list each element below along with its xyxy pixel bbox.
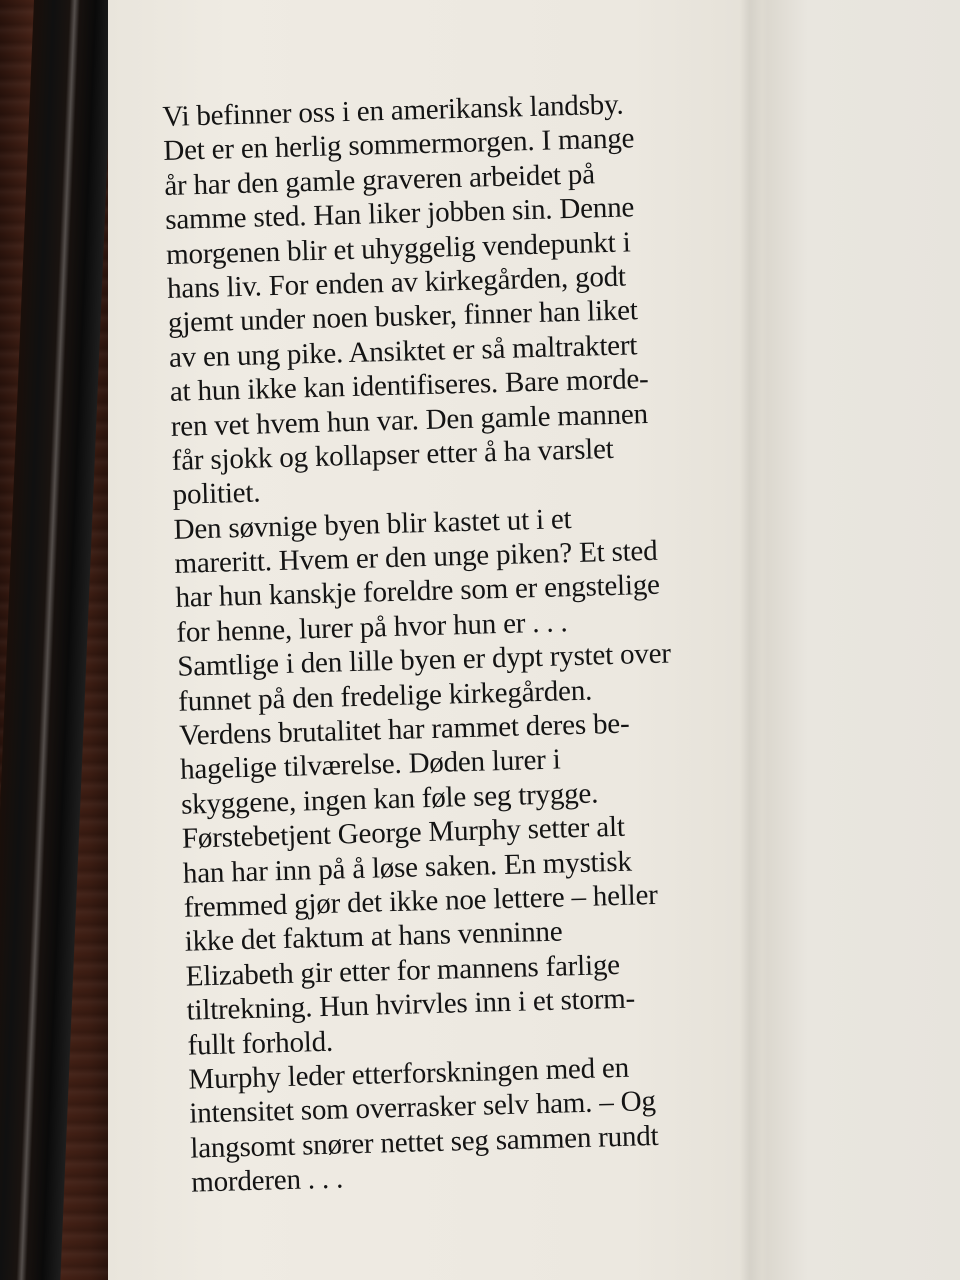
blurb-line: får sjokk og kollapser etter å ha varslet <box>171 432 614 477</box>
blurb-line: fremmed gjør det ikke noe lettere – heller <box>183 878 659 924</box>
blurb-line: gjemt under noen busker, finner han liket <box>167 294 639 340</box>
blurb-line: mareritt. Hvem er den unge piken? Et sted <box>174 534 658 580</box>
blurb-line: av en ung pike. Ansiktet er så maltraktert <box>168 328 638 374</box>
blurb-line: skyggene, ingen kan føle seg trygge. <box>180 777 599 821</box>
blurb-text <box>162 85 752 1200</box>
blurb-line: at hun ikke kan identifiseres. Bare morde- <box>169 363 649 409</box>
blurb-line: Vi befinner oss i en amerikansk landsby. <box>162 88 624 133</box>
blurb-line: langsomt snører nettet seg sammen rundt <box>189 1119 659 1165</box>
blurb-line: politiet. <box>172 476 261 512</box>
blurb-line: Samtlige i den lille byen er dypt rystet over <box>176 637 672 684</box>
blurb-line: tiltrekning. Hun hvirvles inn i et storm- <box>186 982 636 1027</box>
blurb-line: funnet på den fredelige kirkegården. <box>177 674 593 718</box>
blurb-line: hagelige tilværelse. Døden lurer i <box>179 743 561 787</box>
blurb-line: Murphy leder etterforskningen med en <box>188 1051 630 1096</box>
blurb-line: morgenen blir et uhyggelig vendepunkt i <box>165 225 631 271</box>
blurb-line: hans liv. For enden av kirkegården, godt <box>166 260 627 305</box>
blurb-line: har hun kanskje foreldre som er engstelige <box>175 569 661 615</box>
blurb-line: fullt forhold. <box>187 1025 334 1062</box>
blurb-line: intensitet som overrasker selv ham. – Og <box>189 1085 657 1130</box>
blurb-line: morderen . . . <box>190 1162 344 1199</box>
blurb-line: Den søvnige byen blir kastet ut i et <box>173 502 572 546</box>
blurb-line: Elizabeth gir etter for mannens farlige <box>185 948 621 993</box>
blurb-line: Førstebetjent George Murphy setter alt <box>181 810 626 855</box>
blurb-line: Det er en herlig sommermorgen. I mange <box>162 122 635 168</box>
blurb-line: Verdens brutalitet har rammet deres be- <box>178 707 630 752</box>
blurb-line: år har den gamle graveren arbeidet på <box>163 158 596 202</box>
blurb-line: samme sted. Han liker jobben sin. Denne <box>164 191 635 237</box>
blurb-line: ren vet hvem hun var. Den gamle mannen <box>170 397 649 443</box>
blurb-line: for henne, lurer på hvor hun er . . . <box>175 606 568 649</box>
blurb-line: ikke det faktum at hans venninne <box>184 915 563 959</box>
blurb-line: han har inn på å løse saken. En mystisk <box>182 845 633 890</box>
